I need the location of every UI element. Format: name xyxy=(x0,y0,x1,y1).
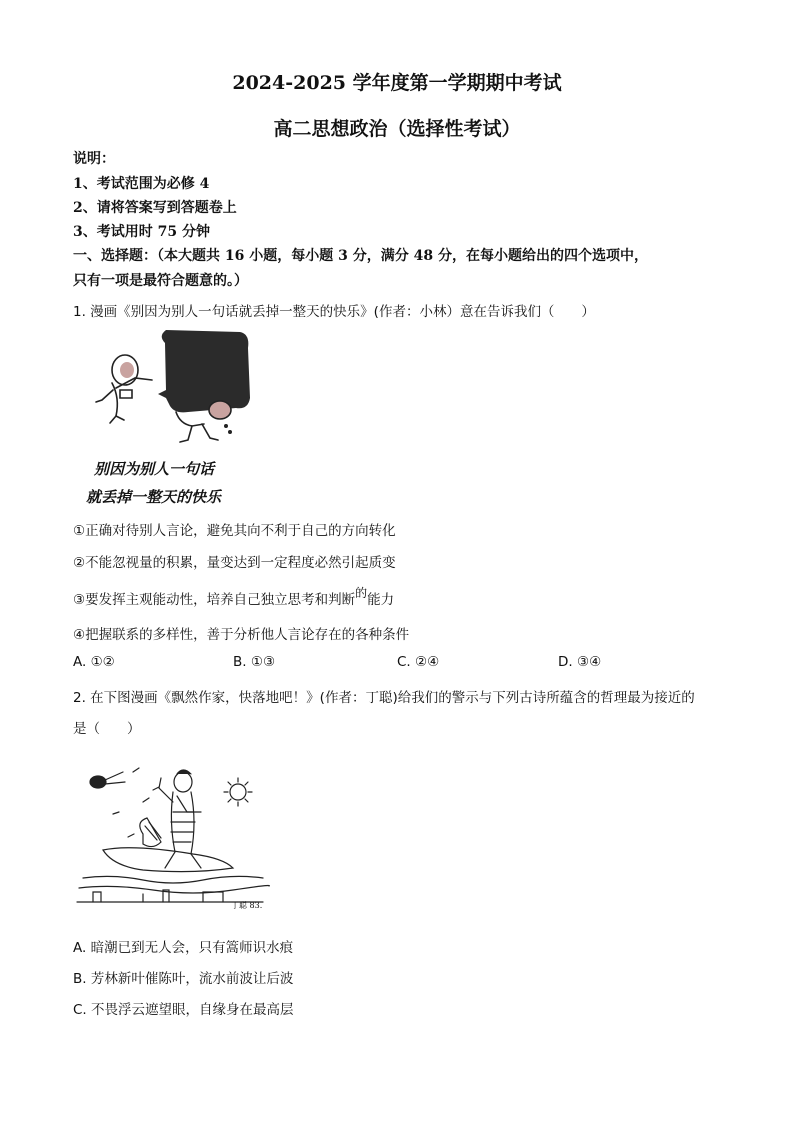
q1-statement-3 xyxy=(73,588,394,608)
instruction-item-3: 3、考试用时 75 分钟 xyxy=(73,224,210,240)
section-heading-line2: 只有一项是最符合题意的。） xyxy=(73,273,248,289)
q2-option-b[interactable]: B. 芳林新叶催陈叶，流水前波让后波 xyxy=(73,971,294,987)
cartoon-caption-1: 别因为别人一句话 xyxy=(94,460,215,478)
q1-statement-3-tail: 能力 xyxy=(367,592,395,608)
q1-option-c[interactable]: C. ②④ xyxy=(397,654,440,670)
q1-option-a[interactable]: A. ①② xyxy=(73,654,115,670)
q1-statement-3-sup: 的 xyxy=(355,586,368,600)
section-heading-line1: 一、选择题：（本大题共 16 小题，每小题 3 分，满分 48 分，在每小题给出的四个选项中， xyxy=(73,248,648,264)
instruction-item-2: 2、请将答案写到答题卷上 xyxy=(73,200,237,216)
q1-statement-4: ④把握联系的多样性，善于分析他人言论存在的各种条件 xyxy=(73,627,410,643)
q1-stem: 1. 漫画《别因为别人一句话就丢掉一整天的快乐》(作者：小林）意在告诉我们（ ） xyxy=(73,304,595,320)
q1-statement-3-text: ③要发挥主观能动性，培养自己独立思考和判断 xyxy=(73,592,356,608)
exam-title: 2024-2025 学年度第一学期期中考试 xyxy=(232,72,562,94)
q2-stem-line1: 2. 在下图漫画《飘然作家，快落地吧！》(作者：丁聪)给我们的警示与下列古诗所蕴含的哲理最为接近的 xyxy=(73,690,695,706)
q1-statement-2: ②不能忽视量的积累，量变达到一定程度必然引起质变 xyxy=(73,555,396,571)
q2-cartoon xyxy=(73,742,273,917)
q1-option-d[interactable]: D. ③④ xyxy=(558,654,602,670)
q2-option-a[interactable]: A. 暗潮已到无人会，只有篙师识水痕 xyxy=(73,940,294,956)
exam-subtitle: 高二思想政治（选择性考试） xyxy=(273,118,521,140)
instruction-item-1: 1、考试范围为必修 4 xyxy=(73,176,210,192)
cartoon-caption-2: 就丢掉一整天的快乐 xyxy=(86,488,222,506)
q2-stem-line2: 是（ ） xyxy=(73,721,141,737)
q2-option-c[interactable]: C. 不畏浮云遮望眼，自缘身在最高层 xyxy=(73,1002,294,1018)
cartoon-signature: 丁聪 83. xyxy=(231,901,263,910)
q1-statement-1: ①正确对待别人言论，避免其向不利于自己的方向转化 xyxy=(73,523,396,539)
instructions-heading: 说明： xyxy=(73,151,115,167)
q1-option-b[interactable]: B. ①③ xyxy=(233,654,276,670)
q1-cartoon xyxy=(80,328,260,513)
